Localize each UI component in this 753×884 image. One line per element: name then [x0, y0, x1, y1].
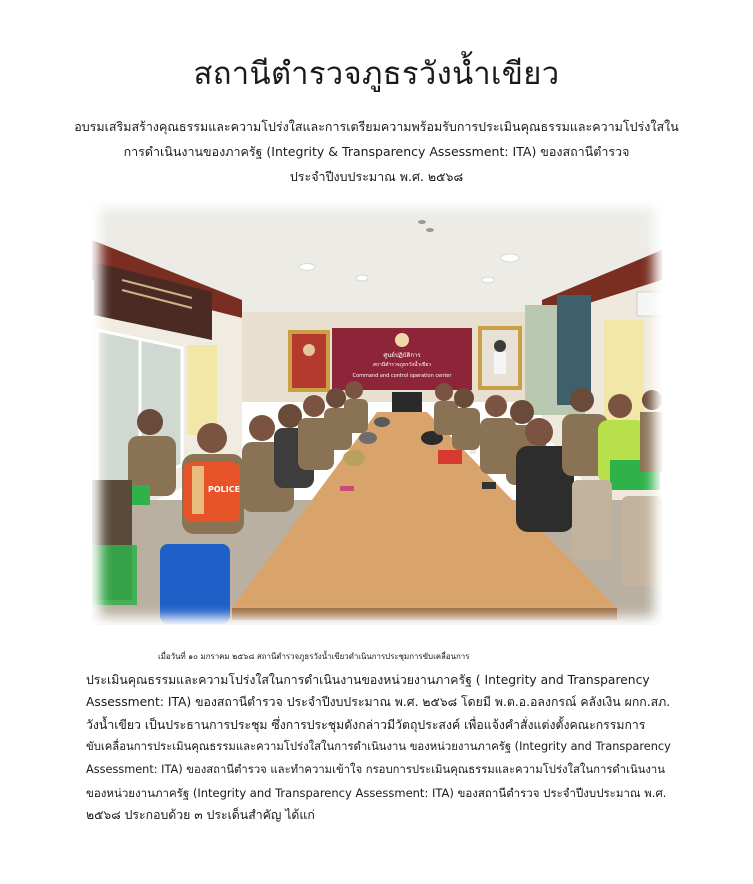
body-line: ขับเคลื่อนการประเมินคุณธรรมและความโปร่งใสในการดำเนินงาน ของหน่วยงานภาครัฐ (Integrity and Transparency [86, 740, 671, 754]
body-line: Assessment: ITA) ของสถานีตำรวจ และทำความเข้าใจ กรอบการประเมินคุณธรรมและความโปร่งใสในการดำเนินงาน [86, 762, 665, 776]
subtitle-line: การดำเนินงานของภาครัฐ (Integrity & Transparency Assessment: ITA) ของสถานีตำรวจ [123, 144, 630, 159]
subtitle [60, 114, 693, 189]
body-line: ของหน่วยงานภาครัฐ (Integrity and Transparency Assessment: ITA) ของสถานีตำรวจ ประจำปีงบประมาณ พ.ศ. [86, 785, 667, 800]
body-line: ประเมินคุณธรรมและความโปร่งใสในการดำเนินงานของหน่วยงานภาครัฐ ( Integrity and Transparency [86, 672, 650, 687]
page-title: สถานีตำรวจภูธรวังน้ำเขียว [193, 56, 560, 92]
meeting-room-illustration [92, 200, 662, 625]
body-line: เมื่อวันที่ ๑๐ มกราคม ๒๕๖๘ สถานีตำรวจภูธรวังน้ำเขียวดำเนินการประชุมการขับเคลื่อนการ [158, 652, 470, 661]
banner-text: ศูนย์ปฏิบัติการ [383, 352, 421, 359]
meeting-photo [92, 200, 662, 625]
body-paragraph [86, 646, 672, 827]
banner-text: สถานีตำรวจภูธรวังน้ำเขียว [372, 362, 432, 368]
banner-text-en: Command and control operation center [352, 373, 452, 379]
vest-label: POLICE [207, 485, 241, 494]
body-line: ๒๕๖๘ ประกอบด้วย ๓ ประเด็นสำคัญ ได้แก่ [86, 808, 315, 823]
subtitle-line: ประจำปีงบประมาณ พ.ศ. ๒๕๖๘ [289, 169, 464, 184]
subtitle-line: อบรมเสริมสร้างคุณธรรมและความโปร่งใสและการเตรียมความพร้อมรับการประเมินคุณธรรมและความโปร่งใสใน [74, 119, 679, 134]
body-line: วังน้ำเขียว เป็นประธานการประชุม ซึ่งการประชุมดังกล่าวมีวัตถุประสงค์ เพื่อแจ้งคำสั่งแต่งตั้งคณะกรรมการ [86, 717, 646, 732]
body-line: Assessment: ITA) ของสถานีตำรวจ ประจำปีงบประมาณ พ.ศ. ๒๕๖๘ โดยมี พ.ต.อ.อลงกรณ์ คลังเงิน ผกก.สภ. [86, 695, 671, 710]
